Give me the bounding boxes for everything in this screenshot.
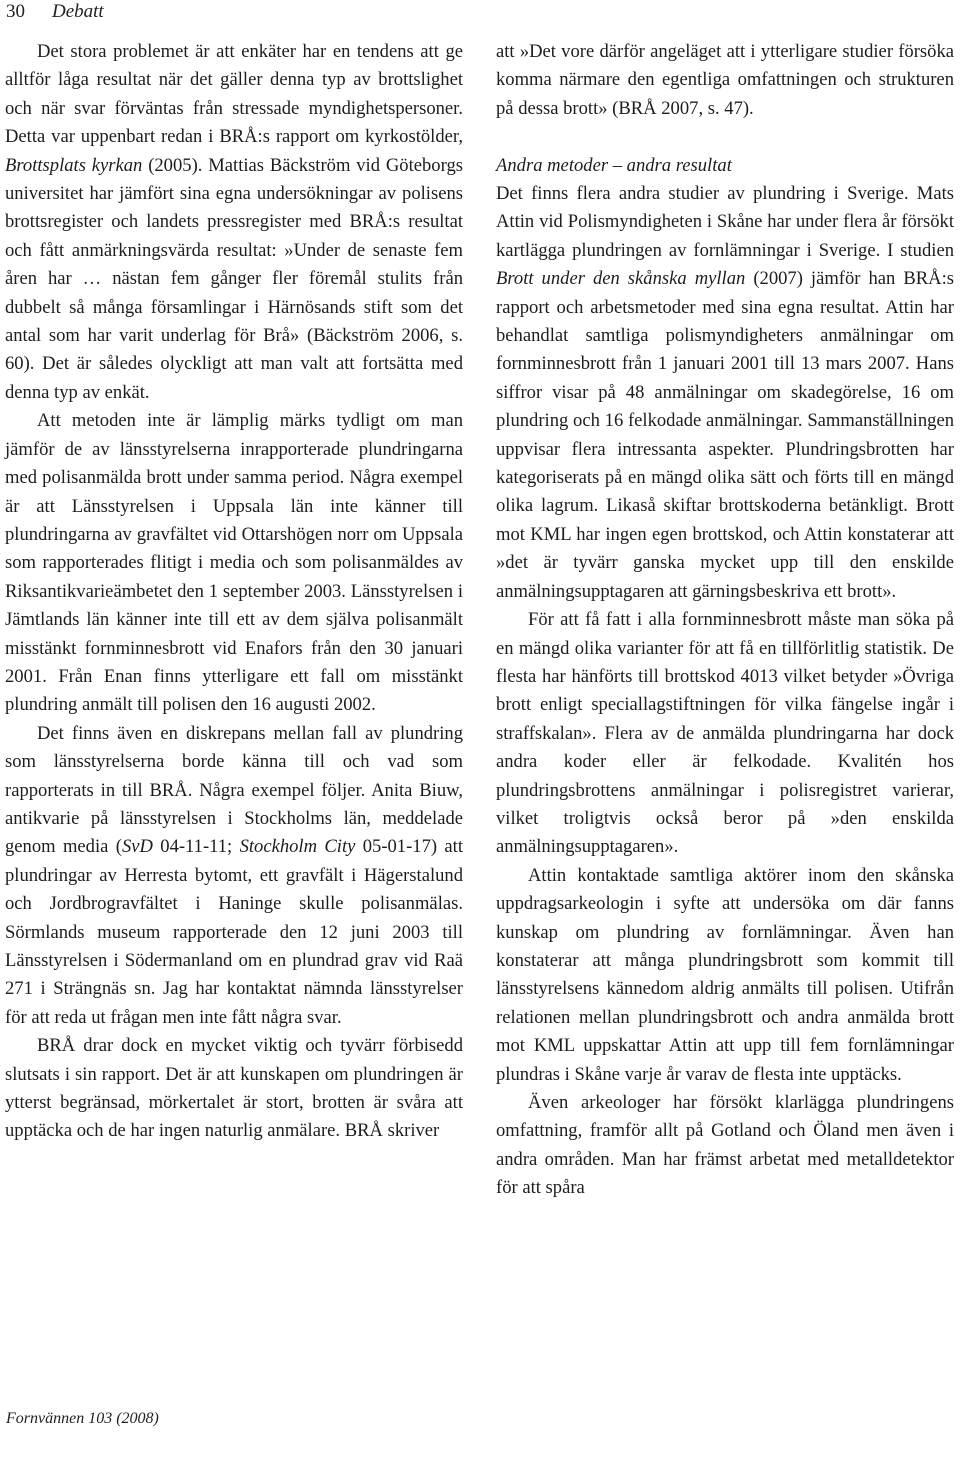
right-paragraph-5: Även arkeologer har försökt klarlägga plundringens omfattning, framför allt på Gotland och Öland men även i andra områden. Man har främst arbetat med metalldetektor för att spåra [496, 1092, 954, 1199]
left-p3-text-a: Det finns även en diskrepans mellan fall av plundring som länsstyrelserna borde känna till och vad som rapporterats in till BRÅ. Några exempel följer. Anita Biuw, antikvarie på länsstyrelsen i Stockholms län, meddelade genom media ( [5, 722, 463, 858]
left-p1-text-b: (2005). Mattias Bäckström vid Göteborgs universitet har jämfört sina egna undersökningar av polisens brottsregister och landets pressregister med BRÅ:s resultat och fått anmärkningsvärda resultat: »Under de senaste fem åren har … nästan fem gånger fler föremål stulits från dubbelt så många församlingar i Härnösands stift som det antal som har varit underlag för Brå» (Bäckström 2006, s. 60). Det är således olyckligt att man valt att fortsätta med denna typ av enkät. [5, 154, 463, 403]
left-paragraph-1 [5, 38, 463, 407]
journal-footer: Fornvännen 103 (2008) [6, 1410, 159, 1427]
right-p2-text-b: (2007) jämför han BRÅ:s rapport och arbetsmetoder med sina egna resultat. Attin har behandlat samtliga polismyndigheters anmälningar om fornminnesbrott från 1 januari 2001 till 13 mars 2007. Hans siffror visar på 48 anmälningar om skadegörelse, 16 om plundring och 16 felkodade anmälningar. Sammanställningen uppvisar flera intressanta aspekter. Plundringsbrotten har kategoriserats på en mängd olika sätt och förts till en mängd olika lagrum. Likaså skiftar brottskoderna betänkligt. Brott mot KML har ingen egen brottskod, och Attin konstaterar att »det är tyvärr ganska mycket upp till den enskilde anmälningsupptagaren att gärningsbeskriva ett brott». [496, 268, 954, 602]
left-p3-text-b: 04-11-11; [152, 836, 240, 858]
left-p1-text-a: Det stora problemet är att enkäter har en tendens att ge alltför låga resultat när det gäller denna typ av brottslighet och när svar förväntas från stressade myndighetspersoner. Detta var uppenbart redan i BRÅ:s rapport om kyrkostölder, [5, 41, 463, 148]
page-number: 30 [6, 1, 25, 22]
left-p3-italic-svd: SvD [121, 836, 153, 858]
left-p1-italic-title: Brottsplats kyrkan [5, 154, 143, 176]
right-p2-text-a: Det finns flera andra studier av plundring i Sverige. Mats Attin vid Polismyndigheten i Skåne har under flera år försökt kartlägga plundringen av fornlämningar i Sverige. I studien [496, 183, 954, 261]
left-paragraph-2: Att metoden inte är lämplig märks tydligt om man jämför de av länsstyrelserna inrapporterade plundringarna med polisanmälda brott under samma period. Några exempel är att Länsstyrelsen i Uppsala län inte känner till plundringarna av gravfältet vid Ottarshögen norr om Uppsala som rapporterades flitigt i media och som polisanmäldes av Riksantikvarieämbetet den 1 september 2003. Länsstyrelsen i Jämtlands län känner inte till ett av dem själva polisanmält misstänkt fornminnesbrott vid Enafors från den 30 januari 2001. Från Enan finns ytterligare ett fall om misstänkt plundring anmält till polisen den 16 augusti 2002. [5, 410, 463, 716]
subheading: Andra metoder – andra resultat [496, 154, 732, 176]
right-paragraph-1: att »Det vore därför angeläget att i ytterligare studier försöka komma närmare den egentliga omfattningen och strukturen på dessa brott» (BRÅ 2007, s. 47). [496, 41, 954, 119]
right-column [496, 38, 954, 1203]
right-paragraph-2 [496, 180, 954, 606]
right-paragraph-4: Attin kontaktade samtliga aktörer inom den skånska uppdragsarkeologin i syfte att undersöka om där fanns kunskap om plundring av fornlämningar. Även han konstaterar att många plundringsbrott som kommit till länsstyrelsens kännedom aldrig anmälts till polisen. Utifrån relationen mellan plundringsbrott och andra anmälda brott mot KML uppskattar Attin att upp till fem fornlämningar plundras i Skåne varje år varav de flesta inte upptäcks. [496, 864, 954, 1085]
left-p3-italic-city: Stockholm City [239, 836, 356, 858]
left-paragraph-3 [5, 720, 463, 1032]
left-p3-text-c: 05-01-17) att plundringar av Herresta bytomt, ett gravfält i Hägerstalund och Jordbrogravfältet i Haninge skulle polisanmälas. Sörmlands museum rapporterade den 12 juni 2003 till Länsstyrelsen i Södermanland om en plundrad grav vid Raä 271 i Strängnäs sn. Jag har kontaktat nämnda länsstyrelser för att reda ut frågan men inte fått några svar. [5, 836, 464, 1028]
section-title: Debatt [52, 1, 104, 22]
right-paragraph-3: För att få fatt i alla fornminnesbrott måste man söka på en mängd olika varianter för att få en tillförlitlig statistik. De flesta har hänförts till brottskod 4013 vilket betyder »Övriga brott enligt speciallagstiftningen för vilka fängelse ingår i straffskalan». Flera av de anmälda plundringarna har dock andra koder eller är felkodade. Kvalitén hos plundringsbrottens anmälningar i polisregistret varierar, vilket troligtvis också beror på »den enskilda anmälningsupptagaren». [496, 609, 954, 858]
right-p2-italic-title: Brott under den skånska myllan [496, 268, 746, 290]
left-paragraph-4: BRÅ drar dock en mycket viktig och tyvärr förbisedd slutsats i sin rapport. Det är att kunskapen om plundringen är ytterst begränsad, mörkertalet är stort, brotten är svåra att upptäcka och de har ingen naturlig anmälare. BRÅ skriver [5, 1035, 463, 1142]
left-column [5, 38, 463, 1146]
running-head [6, 0, 104, 24]
